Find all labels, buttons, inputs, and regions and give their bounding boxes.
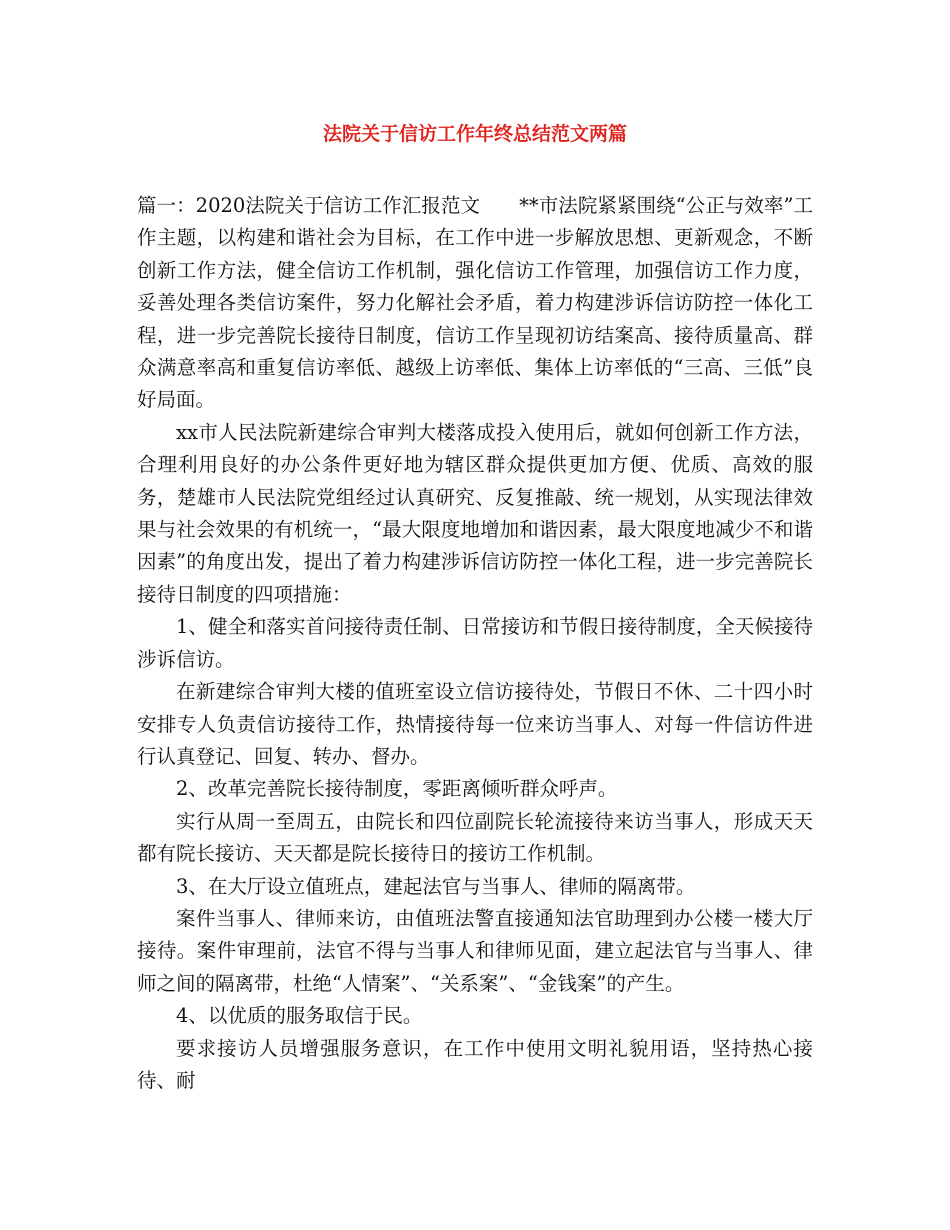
- paragraph-measure-2-detail: 实行从周一至周五，由院长和四位副院长轮流接待来访当事人，形成天天都有院长接访、天天都是院长接待日的接访工作机制。: [137, 809, 813, 866]
- paragraph-intro: 篇一：2020法院关于信访工作汇报范文 **市法院紧紧围绕“公正与效率”工作主题，以构建和谐社会为目标，在工作中进一步解放思想、更新观念，不断创新工作方法，健全信访工作机制，强化信访工作管理，加强信访工作力度，妥善处理各类信访案件，努力化解社会矛盾，着力构建涉诉信访防控一体化工程，进一步完善院长接待日制度，信访工作呈现初访结案高、接待质量高、群众满意率高和重复信访率低、越级上访率低、集体上访率低的“三高、三低”良好局面。: [137, 194, 813, 412]
- document-title: 法院关于信访工作年终总结范文两篇: [322, 123, 627, 145]
- paragraph-measure-2-heading: 2、改革完善院长接待制度，零距离倾听群众呼声。: [176, 777, 618, 801]
- paragraph-measure-3-heading: 3、在大厅设立值班点，建起法官与当事人、律师的隔离带。: [176, 874, 696, 898]
- paragraph-measure-4-detail: 要求接访人员增强服务意识，在工作中使用文明礼貌用语，坚持热心接待、耐: [137, 1036, 813, 1092]
- paragraph-background: xx市人民法院新建综合审判大楼落成投入使用后，就如何创新工作方法，合理利用良好的办公条件更好地为辖区群众提供更加方便、优质、高效的服务，楚雄市人民法院党组经过认真研究、反复推敲、统一规划，从实现法律效果与社会效果的有机统一，“最大限度地增加和谐因素，最大限度地减少不和谐因素”的角度出发，提出了着力构建涉诉信访防控一体化工程，进一步完善院长接待日制度的四项措施：: [137, 420, 813, 606]
- paragraph-measure-3-detail: 案件当事人、律师来访，由值班法警直接通知法官助理到办公楼一楼大厅接待。案件审理前，法官不得与当事人和律师见面，建立起法官与当事人、律师之间的隔离带，杜绝“人情案”、“关系案”、“金钱案”的产生。: [137, 906, 813, 995]
- document-body: [137, 190, 813, 1097]
- paragraph-measure-1-heading: 1、健全和落实首问接待责任制、日常接访和节假日接待制度，全天候接待涉诉信访。: [137, 615, 813, 671]
- paragraph-measure-4-heading: 4、以优质的服务取信于民。: [176, 1004, 423, 1028]
- paragraph-measure-1-detail: 在新建综合审判大楼的值班室设立信访接待处，节假日不休、二十四小时安排专人负责信访接待工作，热情接待每一位来访当事人、对每一件信访件进行认真登记、回复、转办、督办。: [137, 680, 813, 768]
